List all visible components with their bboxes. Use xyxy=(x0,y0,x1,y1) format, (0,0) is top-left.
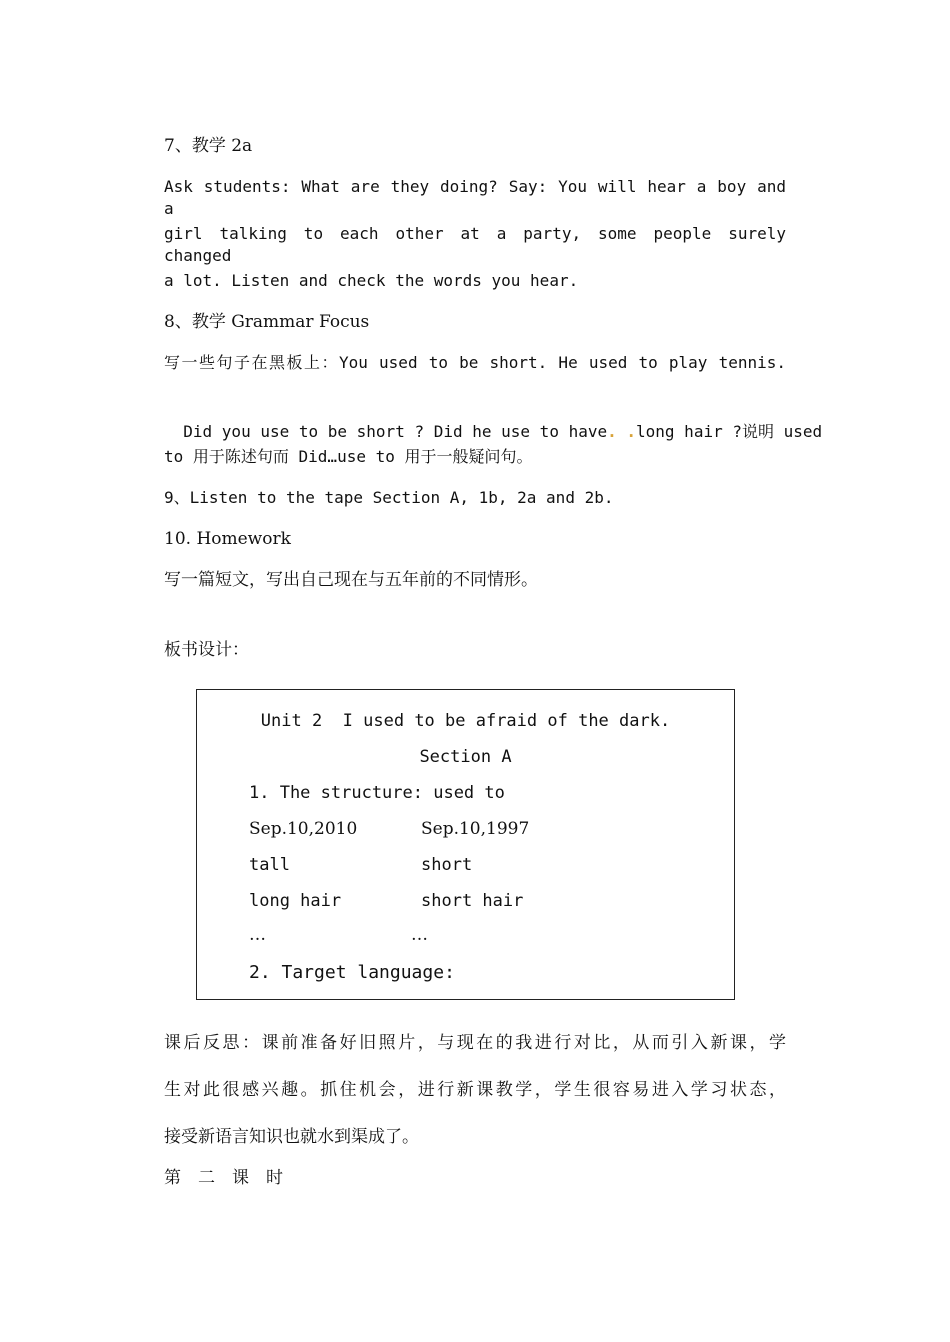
board-row-1-right: Sep.10,1997 xyxy=(421,819,530,839)
board-row-2-left: tall xyxy=(249,855,290,875)
step-10-heading: 10. Homework xyxy=(164,529,291,549)
board-row-2-right: short xyxy=(421,855,473,875)
board-row-3-left: long hair xyxy=(249,891,342,911)
step-8-line-2a: Did you use to be short ? Did he use to have xyxy=(183,422,608,441)
board-target-language: 2. Target language: xyxy=(249,962,455,983)
step-8-line-2 xyxy=(164,399,822,443)
homework-text: 写一篇短文，写出自己现在与五年前的不同情形。 xyxy=(164,570,538,590)
step-8-line-3: to 用于陈述句而 Did…use to 用于一般疑问句。 xyxy=(164,447,533,466)
reflection-line-2: 生对此很感兴趣。抓住机会，进行新课教学，学生很容易进入学习状态， xyxy=(164,1080,786,1100)
board-section: Section A xyxy=(419,747,512,767)
step-7-line-3: a lot. Listen and check the words you hear. xyxy=(164,271,579,290)
step-8-heading: 8、教学 Grammar Focus xyxy=(164,312,370,332)
second-lesson-heading: 第 二 课 时 xyxy=(164,1168,283,1188)
reflection-line-3: 接受新语言知识也就水到渠成了。 xyxy=(164,1127,419,1147)
edit-mark: . . xyxy=(607,422,637,441)
board-row-1-left: Sep.10,2010 xyxy=(249,819,358,839)
board-row-3-right: short hair xyxy=(421,891,524,911)
blackboard-design-box xyxy=(196,689,735,1000)
board-structure: 1. The structure: used to xyxy=(249,783,505,803)
reflection-line-1: 课后反思：课前准备好旧照片，与现在的我进行对比，从而引入新课，学 xyxy=(164,1033,786,1053)
board-design-label: 板书设计： xyxy=(164,640,249,660)
board-row-4-left: … xyxy=(249,925,266,945)
step-7-heading: 7、教学 2a xyxy=(164,136,253,156)
step-7-line-1: Ask students: What are they doing? Say: You will hear a boy and a xyxy=(164,177,786,218)
board-title: Unit 2 I used to be afraid of the dark. xyxy=(260,711,671,731)
board-row-4-right: … xyxy=(411,925,428,945)
step-9: 9、Listen to the tape Section A, 1b, 2a and 2b. xyxy=(164,488,614,507)
step-8-line-2b: long hair ?说明 used xyxy=(636,422,823,441)
step-8-line-1: 写一些句子在黑板上：You used to be short. He used to play tennis. xyxy=(164,353,786,372)
step-7-line-2: girl talking to each other at a party, some people surely changed xyxy=(164,224,786,265)
